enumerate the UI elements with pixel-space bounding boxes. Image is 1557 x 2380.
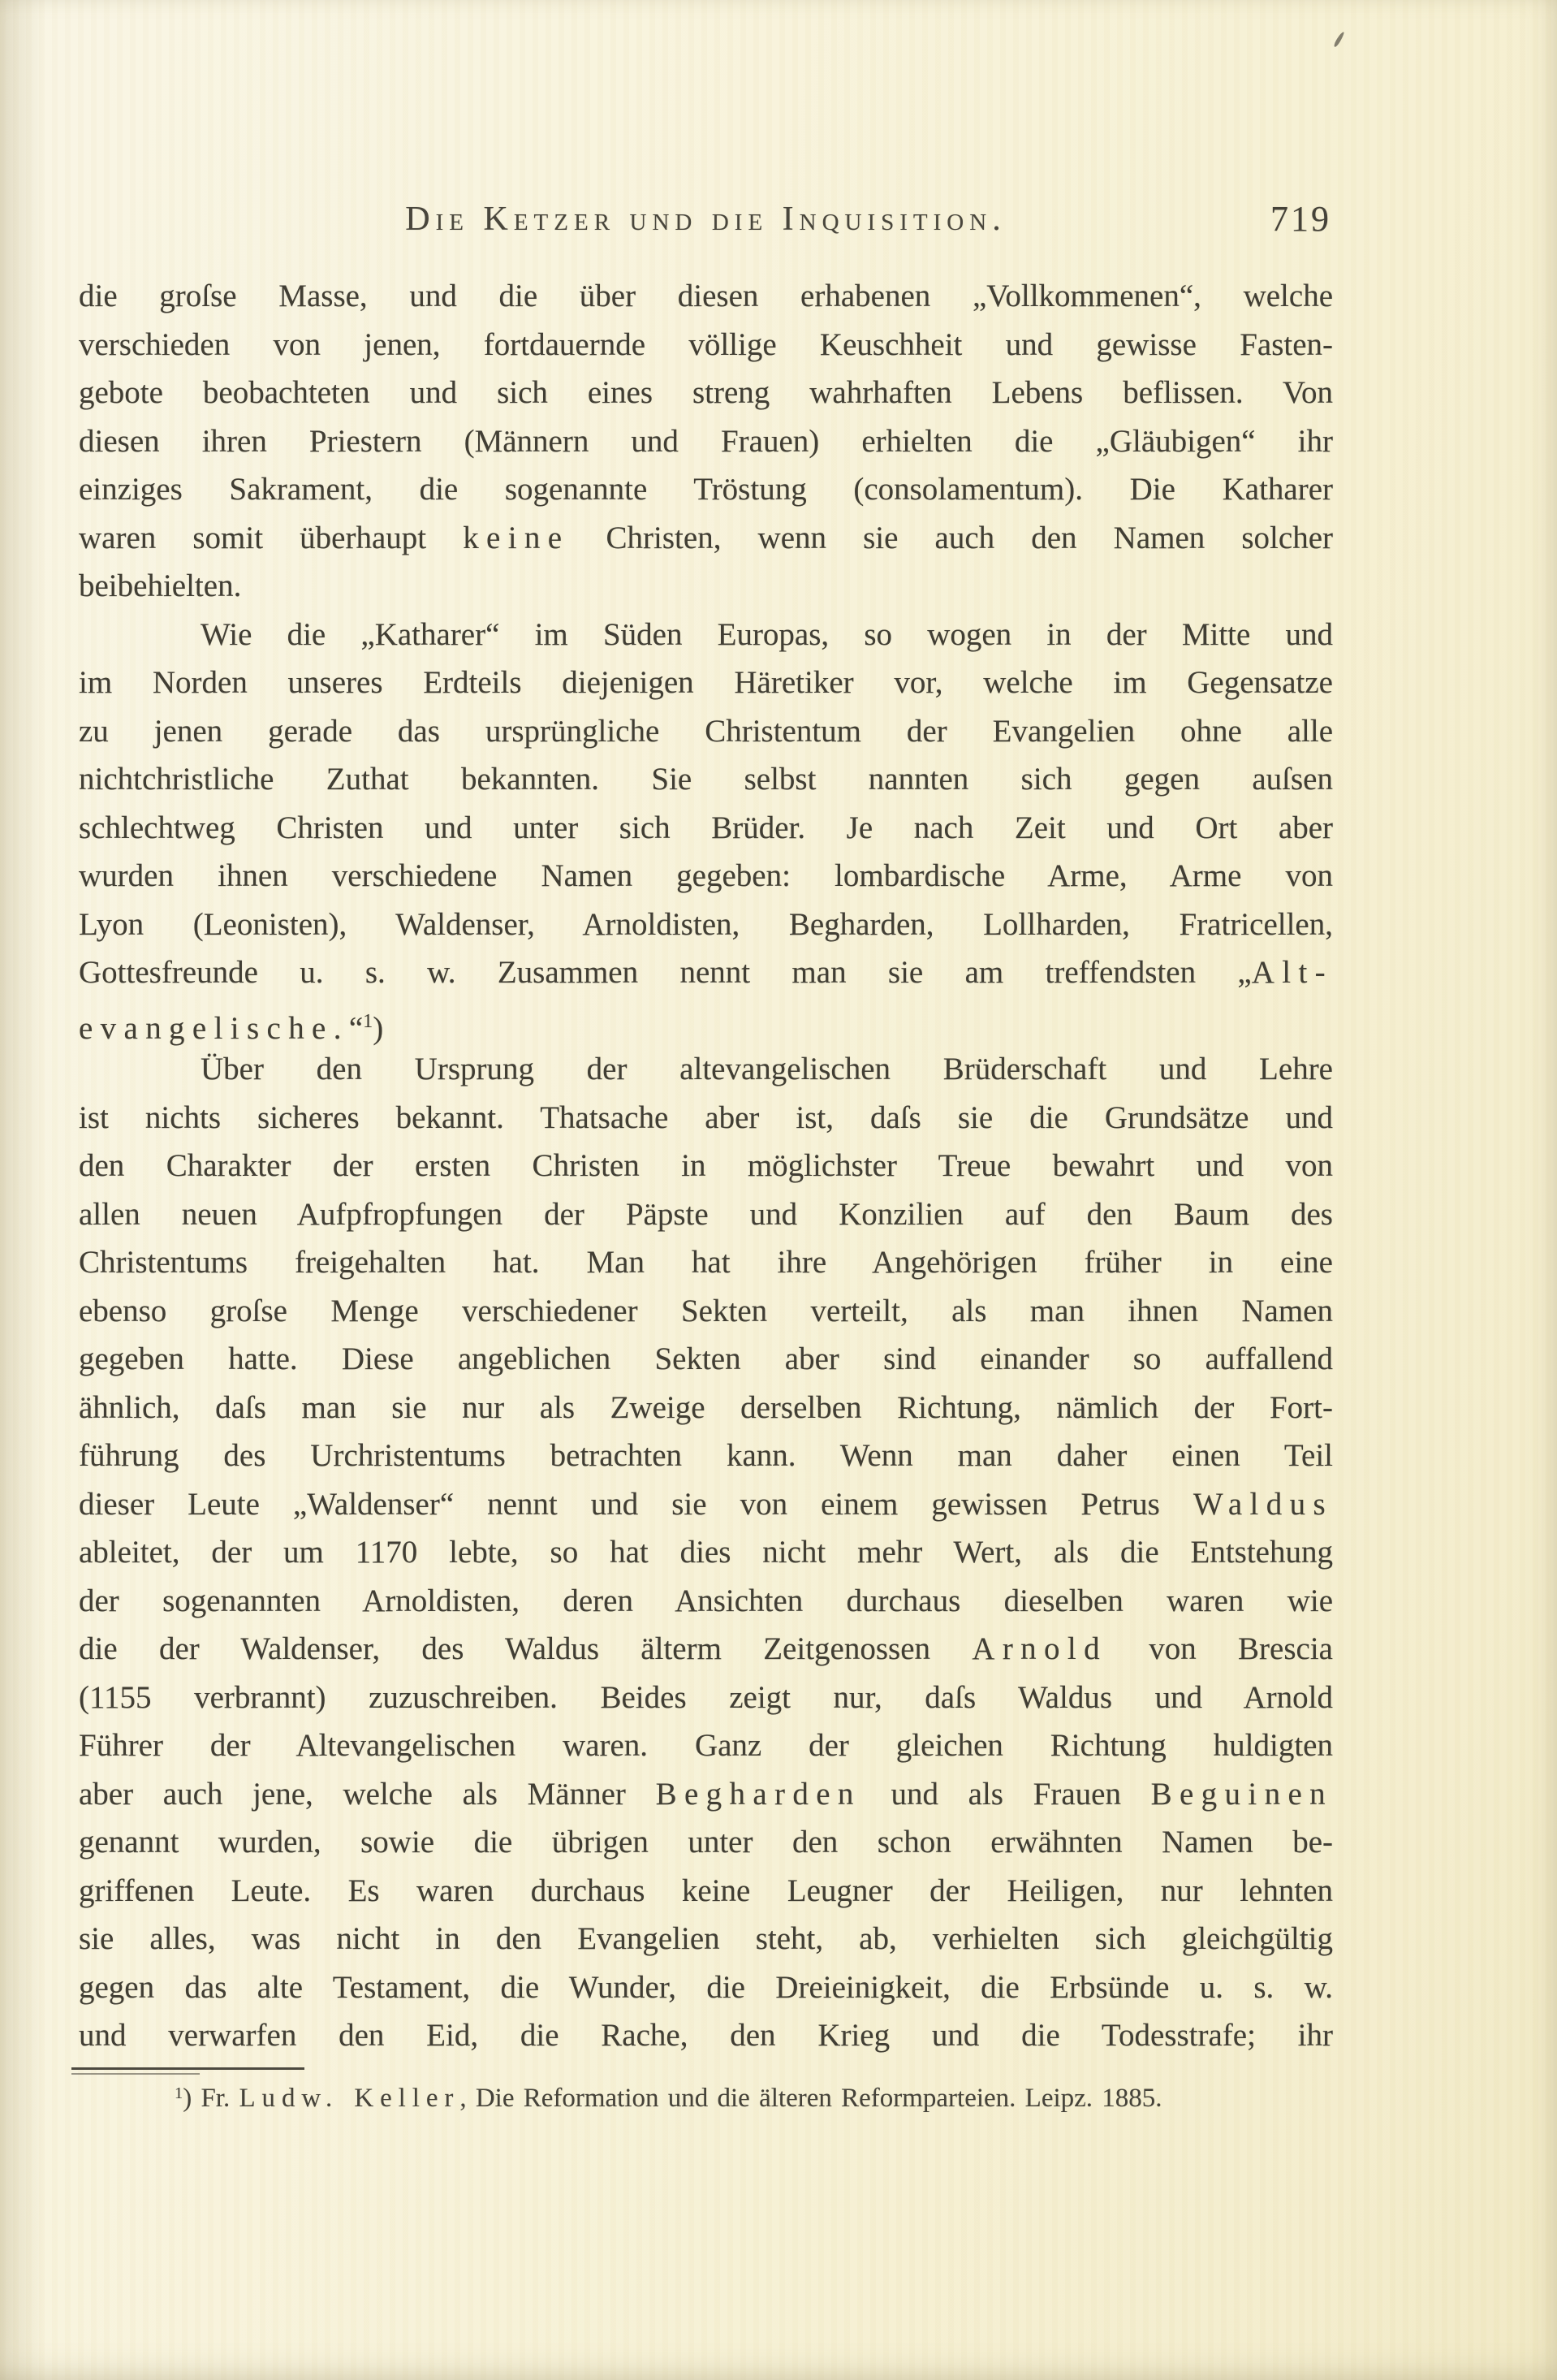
text-segment: und verwarfen den Eid, die Rache, den Krieg und die Todesstrafe; ihr: [79, 2018, 1333, 2053]
text-segment: Führer der Altevangelischen waren. Ganz der gleichen Richtung huldigten: [79, 1728, 1333, 1763]
text-segment: gegen das alte Testament, die Wunder, die Dreieinigkeit, die Erbsünde u. s. w.: [79, 1969, 1333, 2005]
text-line: [79, 562, 1333, 611]
text-segment: allen neuen Aufpfropfungen der Päpste und Konzilien auf den Baum des: [79, 1196, 1333, 1232]
text-line: [79, 1094, 1333, 1142]
text-line: [79, 1142, 1333, 1190]
text-line: [79, 321, 1333, 369]
footnote-rule: [71, 2067, 304, 2070]
text-segment: aber auch jene, welche als Männer: [79, 1776, 656, 1812]
text-line: [79, 804, 1333, 853]
text-segment: die der Waldenser, des Waldus älterm Zeitgenossen: [79, 1631, 973, 1666]
text-line: [79, 1335, 1333, 1384]
text-segment: Beguinen: [1150, 1776, 1333, 1812]
text-line: [79, 1915, 1333, 1963]
text-line: [79, 272, 1333, 321]
footnote-rule-echo: [71, 2073, 200, 2075]
text-segment: Arnold: [972, 1631, 1107, 1666]
text-segment: schlechtweg Christen und unter sich Brüder. Je nach Zeit und Ort aber: [79, 810, 1333, 845]
text-segment: griffenen Leute. Es waren durchaus keine Leugner der Heiligen, nur lehnten: [79, 1872, 1333, 1908]
text-segment: zu jenen gerade das ursprüngliche Christentum der Evangelien ohne alle: [79, 713, 1333, 749]
text-segment: Gottesfreunde u. s. w. Zusammen nennt man sie am treffendsten „: [79, 955, 1252, 990]
text-segment: sie alles, was nicht in den Evangelien steht, ab, verhielten sich gleichgültig: [79, 1921, 1333, 1956]
text-segment: gegeben hatte. Diese angeblichen Sekten aber sind einander so auffallend: [79, 1341, 1333, 1376]
text-line: [79, 2011, 1333, 2060]
text-segment: nichtchristliche Zuthat bekannten. Sie selbst nannten sich gegen auſsen: [79, 762, 1333, 797]
text-line: [79, 1721, 1333, 1770]
text-segment: , Die Reformation und die älteren Reformparteien. Leipz. 1885.: [459, 2084, 1162, 2113]
text-line: [79, 1625, 1333, 1674]
body-text: [79, 272, 1333, 2060]
text-segment: der sogenannten Arnoldisten, deren Ansichten durchaus dieselben waren wie: [79, 1583, 1333, 1618]
page-number: 719: [1270, 199, 1331, 239]
text-segment: diesen ihren Priestern (Männern und Frauen) erhielten die „Gläubigen“ ihr: [79, 423, 1333, 459]
text-segment: führung des Urchristentums betrachten kann. Wenn man daher einen Teil: [79, 1438, 1333, 1473]
text-line: [79, 1963, 1333, 2012]
text-segment: ableitet, der um 1170 lebte, so hat dies nicht mehr Wert, als die Entstehung: [79, 1535, 1333, 1570]
text-segment: genannt wurden, sowie die übrigen unter den schon erwähnten Namen be-: [79, 1825, 1333, 1860]
text-segment: (1155 verbrannt) zuzuschreiben. Beides zeigt nur, daſs Waldus und Arnold: [79, 1679, 1333, 1715]
text-line: [79, 1045, 1333, 1094]
text-line: [79, 852, 1333, 901]
text-line: [79, 948, 1333, 997]
text-segment: verschieden von jenen, fortdauernde völlige Keuschheit und gewisse Fasten-: [79, 326, 1333, 362]
text-line: [79, 417, 1333, 466]
text-segment: ähnlich, daſs man sie nur als Zweige derselben Richtung, nämlich der Fort-: [79, 1389, 1333, 1425]
text-line: [79, 1287, 1333, 1336]
text-segment: Über den Ursprung der altevangelischen Brüderschaft und Lehre: [201, 1052, 1333, 1086]
text-segment: ist nichts sicheres bekannt. Thatsache aber ist, daſs sie die Grundsätze und: [79, 1099, 1333, 1135]
text-segment: Waldus: [1193, 1486, 1333, 1522]
text-segment: Ludw. Keller: [239, 2084, 460, 2113]
text-segment: im Norden unseres Erdteils diejenigen Häretiker vor, welche im Gegensatze: [79, 665, 1333, 700]
text-line: [79, 465, 1333, 514]
text-segment: Christen, wenn sie auch den Namen solcher: [569, 520, 1333, 555]
text-line: [79, 1818, 1333, 1867]
text-segment: evangelische.: [79, 1010, 349, 1046]
text-segment: Begharden: [655, 1776, 861, 1812]
text-line: [79, 369, 1333, 417]
footnote-marker: 1: [175, 2084, 183, 2102]
footnote: [79, 2075, 1333, 2116]
text-segment: die groſse Masse, und die über diesen erhabenen „Vollkommenen“, welche: [79, 279, 1333, 313]
text-line: [79, 997, 1333, 1046]
text-segment: und als Frauen: [860, 1776, 1151, 1812]
text-line: [79, 1384, 1333, 1432]
text-line: [79, 514, 1333, 563]
text-segment: waren somit überhaupt: [79, 520, 464, 555]
running-title: Die Ketzer und die Inquisition.: [405, 201, 1007, 238]
text-line: [79, 1238, 1333, 1287]
text-line: [79, 1770, 1333, 1819]
text-line: [79, 1674, 1333, 1722]
text-line: [79, 659, 1333, 707]
text-segment: dieser Leute „Waldenser“ nennt und sie von einem gewissen Petrus: [79, 1486, 1193, 1522]
text-line: [79, 611, 1333, 659]
text-line: [79, 1432, 1333, 1480]
text-segment: “: [348, 1010, 364, 1046]
text-segment: gebote beobachteten und sich eines streng wahrhaften Lebens beflissen. Von: [79, 375, 1333, 410]
text-line: [79, 1190, 1333, 1239]
text-segment: von Brescia: [1106, 1631, 1333, 1666]
text-segment: Wie die „Katharer“ im Süden Europas, so wogen in der Mitte und: [201, 616, 1333, 652]
text-line: [79, 707, 1333, 756]
text-segment: ebenso groſse Menge verschiedener Sekten verteilt, als man ihnen Namen: [79, 1293, 1333, 1328]
footnote-marker: 1: [363, 1009, 373, 1032]
text-line: [79, 755, 1333, 804]
text-segment: beibehielten.: [79, 568, 242, 603]
text-segment: Alt-: [1251, 955, 1333, 990]
stray-ink-mark: [1333, 31, 1345, 47]
page-header: [79, 200, 1333, 250]
text-segment: ): [373, 1010, 384, 1046]
text-segment: keine: [463, 520, 570, 555]
text-segment: Christentums freigehalten hat. Man hat ihre Angehörigen früher in eine: [79, 1245, 1333, 1280]
text-segment: einziges Sakrament, die sogenannte Tröstung (consolamentum). Die Katharer: [79, 472, 1333, 507]
text-line: [79, 1577, 1333, 1626]
text-line: [79, 1480, 1333, 1529]
text-line: [79, 1867, 1333, 1916]
text-segment: den Charakter der ersten Christen in möglichster Treue bewahrt und von: [79, 1148, 1333, 1183]
text-segment: ) Fr.: [183, 2084, 239, 2113]
text-line: [79, 1528, 1333, 1577]
text-segment: Lyon (Leonisten), Waldenser, Arnoldisten, Begharden, Lollharden, Fratricellen,: [79, 906, 1333, 942]
text-line: [79, 901, 1333, 949]
text-segment: wurden ihnen verschiedene Namen gegeben: lombardische Arme, Arme von: [79, 858, 1333, 893]
